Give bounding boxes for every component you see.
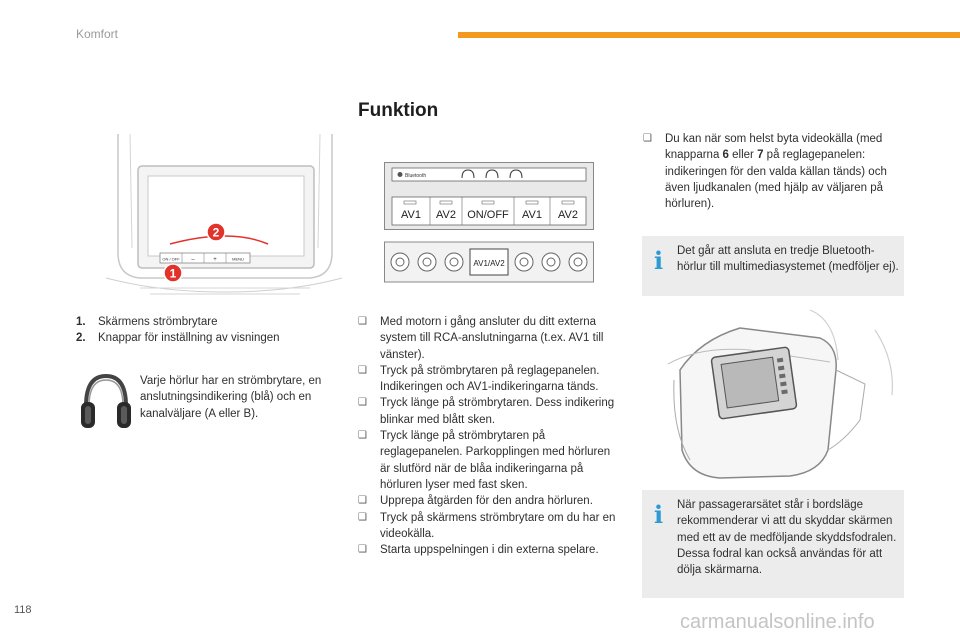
figure-captions <box>76 314 346 347</box>
info-text: Det går att ansluta en tredje Bluetooth-hörlur till multimediasystemet (medföljer ej). <box>677 245 899 274</box>
step-item: ❑ Tryck på skärmens strömbrytare om du har en videokälla. <box>358 511 616 540</box>
bullet-icon: ❑ <box>358 430 367 442</box>
panel-button-av1-left: AV1 <box>401 209 421 221</box>
step-item: ❑ Du kan när som helst byta videokälla (med knapparna 6 eller 7 på reglagepanelen: indikeringen för den valda källan tänds) och även ljudkanalen (med hjälp av väljaren på hörluren). <box>643 133 887 211</box>
screen-cover-illustration <box>660 300 900 480</box>
button-ref-6: 6 <box>722 149 729 162</box>
caption-number: 2. <box>76 332 86 345</box>
step-item: ❑ Tryck länge på strömbrytaren. Dess indikering blinkar med blått sken. <box>358 397 615 426</box>
page-number: 118 <box>14 604 32 616</box>
bluetooth-label: Bluetooth <box>405 173 427 179</box>
caption-2 <box>76 330 346 346</box>
info-text <box>677 497 899 578</box>
panel-button-onoff: ON/OFF <box>467 209 509 221</box>
caption-number: 1. <box>76 316 86 328</box>
screen-button-onoff: ON / OFF <box>162 256 180 262</box>
screen-button-plus: + <box>213 257 217 263</box>
headphone-description: Varje hörlur har en strömbrytare, en anslutningsindikering (blå) och en kanalväljare (A eller B). <box>140 375 322 420</box>
bullet-icon: ❑ <box>358 316 367 327</box>
callout-1: 1 <box>169 266 177 281</box>
section-title: Komfort <box>76 27 119 41</box>
caption-text: Knappar för inställning av visningen <box>98 332 280 345</box>
info-paragraph: Dessa fodral kan också användas för att dölja skärmarna. <box>677 547 883 577</box>
info-box-bluetooth <box>642 236 904 296</box>
screen-button-menu: MENU <box>232 256 244 262</box>
bullet-icon: ❑ <box>358 364 367 376</box>
bullet-icon: ❑ <box>643 133 652 144</box>
headphone-icon <box>78 372 134 434</box>
panel-button-av2-left: AV2 <box>436 209 456 221</box>
step-item: ❑ Med motorn i gång ansluter du ditt externa system till RCA-anslutningarna (t.ex. AV1 till vänster). <box>358 316 604 361</box>
info-paragraph: När passagerarsätet står i bordsläge rekommenderar vi att du skyddar skärmen med ett av de medföljande skyddsfodralen. <box>677 499 897 544</box>
instruction-steps <box>358 314 623 558</box>
step-item: ❑ Tryck länge på strömbrytaren på reglagepanelen. Parkopplingen med hörluren är slutförd när de blåa indikeringarna på hörluren lyser med fast sken. <box>358 430 611 491</box>
bullet-icon: ❑ <box>358 495 367 507</box>
page-heading: Funktion <box>358 100 439 121</box>
step-item: ❑ Tryck på strömbrytaren på reglagepanelen. Indikeringen och AV1-indikeringarna tänds. <box>358 364 600 394</box>
info-icon: i <box>654 500 664 529</box>
button-ref-7: 7 <box>757 149 764 162</box>
screen-illustration <box>100 128 345 300</box>
watermark: carmanualsonline.info <box>680 611 875 633</box>
panel-button-av1-right: AV1 <box>522 209 542 221</box>
step-item: ❑ Upprepa åtgärden för den andra hörluren. <box>358 493 623 509</box>
info-icon: i <box>654 246 664 275</box>
bullet-icon: ❑ <box>358 397 367 409</box>
switch-source-note <box>643 131 908 212</box>
caption-text: Skärmens strömbrytare <box>98 316 218 328</box>
panel-switch-av1-av2: AV1/AV2 <box>473 259 505 268</box>
header-accent-bar <box>458 32 960 38</box>
bullet-icon: ❑ <box>358 544 367 556</box>
caption-1 <box>76 314 346 330</box>
info-box-cover <box>642 490 904 598</box>
bullet-icon: ❑ <box>358 511 367 523</box>
callout-2: 2 <box>212 225 220 240</box>
panel-button-av2-right: AV2 <box>558 209 578 221</box>
step-item: ❑ Starta uppspelningen i din externa spelare. <box>358 542 623 558</box>
screen-button-minus: – <box>191 257 195 263</box>
control-panel-illustration <box>384 162 594 284</box>
